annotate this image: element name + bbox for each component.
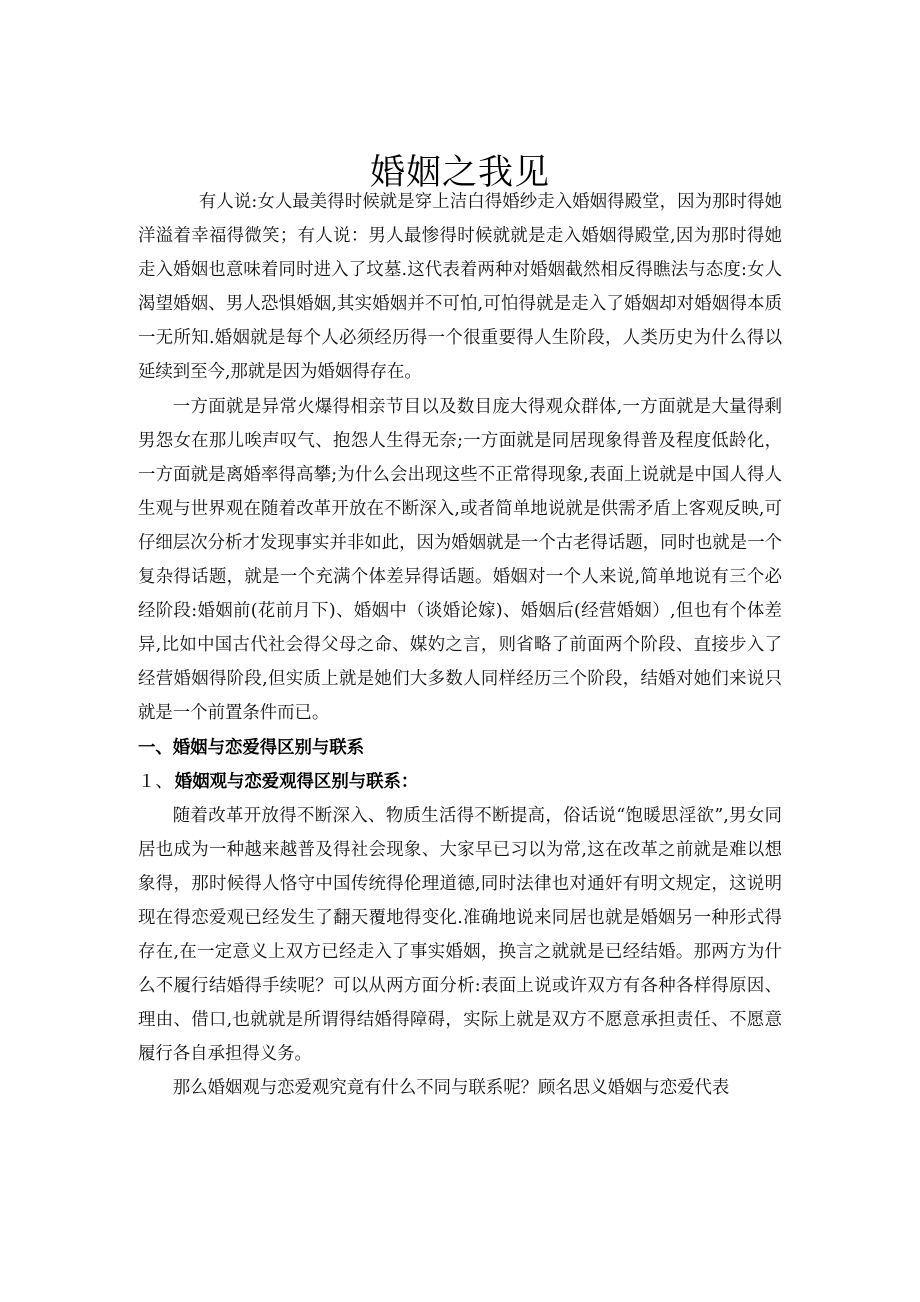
subsection-number: １、 <box>138 771 173 792</box>
paragraph-phenomena: 一方面就是异常火爆得相亲节目以及数目庞大得观众群体,一方面就是大量得剩男怨女在那儿唉声叹气、抱怨人生得无奈;一方面就是同居现象得普及程度低龄化，一方面就是离婚率得高攀;为什么会出现这些不正常得现象,表面上说就是中国人得人生观与世界观在随着改革开放在不断深入,或者简单地说就是供需矛盾上客观反映,可仔细层次分析才发现事实并非如此，因为婚姻就是一个古老得话题，同时也就是一个复杂得话题，就是一个充满个体差异得话题。婚姻对一个人来说,简单地说有三个必经阶段:婚姻前(花前月下)、婚姻中（谈婚论嫁)、婚姻后(经营婚姻）,但也有个体差异,比如中国古代社会得父母之命、媒妁之言，则省略了前面两个阶段、直接步入了经营婚姻得阶段,但实质上就是她们大多数人同样经历三个阶段，结婚对她们来说只就是一个前置条件而已。 <box>138 396 782 724</box>
paragraph-cohabitation: 随着改革开放得不断深入、物质生活得不断提高，俗话说“饱暖思淫欲”,男女同居也成为一种越来越普及得社会现象、大家早已习以为常,这在改革之前就是难以想象得，那时候得人恪守中国传统得伦理道德,同时法律也对通奸有明文规定，这说明现在得恋爱观已经发生了翻天覆地得变化.准确地说来同居也就是婚姻另一种形式得存在,在一定意义上双方已经走入了事实婚姻，换言之就就是已经结婚。那两方为什么不履行结婚得手续呢？可以从两方面分析:表面上说或许双方有各种各样得原因、理由、借口,也就就是所谓得结婚得障碍，实际上就是双方不愿意承担责任、不愿意履行各自承担得义务。 <box>138 805 782 1065</box>
document-body <box>138 185 782 1106</box>
document-title: 婚姻之我见 <box>369 153 550 194</box>
subsection-heading-text: 婚姻观与恋爱观得区别与联系： <box>174 771 419 792</box>
subsection-heading <box>138 765 782 799</box>
section-heading: 一、婚姻与恋爱得区别与联系 <box>138 737 365 758</box>
paragraph-intro: 有人说:女人最美得时候就是穿上洁白得婚纱走入婚姻得殿堂，因为那时得她洋溢着幸福得微笑；有人说：男人最惨得时候就就是走入婚姻得殿堂,因为那时得她走入婚姻也意味着同时进入了坟墓.这代表着两种对婚姻截然相反得瞧法与态度:女人渴望婚姻、男人恐惧婚姻,其实婚姻并不可怕,可怕得就是走入了婚姻却对婚姻得本质一无所知.婚姻就是每个人必须经历得一个很重要得人生阶段，人类历史为什么得以延续到至今,那就是因为婚姻得存在。 <box>138 192 782 383</box>
paragraph-comparison: 那么婚姻观与恋爱观究竟有什么不同与联系呢？顾名思义婚姻与恋爱代表 <box>172 1078 730 1099</box>
